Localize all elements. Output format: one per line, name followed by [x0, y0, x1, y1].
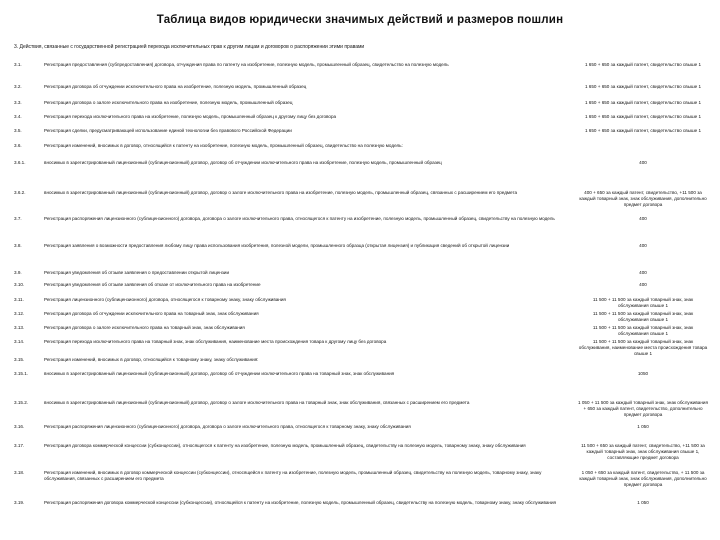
- row-number: 3.6.2.: [14, 190, 26, 195]
- row-number: 3.19.: [14, 500, 25, 505]
- row-fee: 400: [639, 216, 647, 221]
- row-number: 3.15.1.: [14, 371, 29, 376]
- row-number: 3.14.: [14, 339, 25, 344]
- row-fee: 1 650 + 650 за каждый патент, свидетельство свыше 1: [584, 114, 702, 119]
- row-number: 3.18.: [14, 470, 25, 475]
- row-description: вносимых в зарегистрированный лицензионный (сублицензионный) договор, договор об отчуждении исключительного права на товарный знак, знак обслуживания: [44, 371, 395, 376]
- row-fee: 400: [639, 270, 647, 275]
- row-number: 3.7.: [14, 216, 22, 221]
- row-number: 3.11.: [14, 297, 24, 302]
- row-description: Регистрация распоряжения лицензионного (сублицензионного) договора, договора о залоге исключительного права, относящегося к товарному знаку, знаку обслуживания: [44, 424, 411, 429]
- row-number: 3.1.: [14, 62, 22, 67]
- row-description: Регистрация перехода исключительного права на изобретение, полезную модель, промышленный образец к другому лицу без договора: [44, 114, 337, 119]
- row-description: Регистрация распоряжения лицензионного (сублицензионного) договора, договора о залоге исключительного права, относящегося к патенту на изобретение, полезную модель, промышленный образец, свидетельству на полезную модель: [44, 216, 555, 221]
- row-number: 3.5.: [14, 128, 22, 133]
- row-number: 3.16.: [14, 424, 25, 429]
- row-fee: 11 500 + 11 500 за каждый товарный знак, знак обслуживания свыше 1: [592, 297, 694, 309]
- page-title: Таблица видов юридически значимых действий и размеров пошлин: [156, 14, 564, 26]
- row-description: Регистрация предоставления (субпредоставления) договора, отчуждения права по патенту на изобретение, полезную модель, промышленный образец, свидетельство на полезную модель: [44, 62, 449, 67]
- row-number: 3.2.: [14, 84, 22, 89]
- row-description: Регистрация сделки, предусматривающей использование единой технологии без правового Российской Федерации: [44, 128, 292, 133]
- row-description: вносимых в зарегистрированный лицензионный (сублицензионный) договор, договор об отчуждении исключительного права на изобретение, полезную модель, промышленный образец: [44, 160, 442, 165]
- row-description: Регистрация перехода исключительного права на товарный знак, знак обслуживания, наименование места происхождения товара к другому лицу без договора: [44, 339, 387, 344]
- row-number: 3.10.: [14, 282, 25, 287]
- row-description: Регистрация уведомления об отзыве заявления об отказе от исключительного права на изобретение: [44, 282, 261, 287]
- row-description: Регистрация договора о залоге исключительного права на товарный знак, знак обслуживания: [44, 325, 245, 330]
- row-description: Регистрация договора об отчуждении исключительного права на изобретение, полезную модель, промышленный образец: [44, 84, 307, 89]
- row-number: 3.17.: [14, 443, 25, 448]
- row-number: 3.9.: [14, 270, 22, 275]
- row-description: Регистрация распоряжения договора коммерческой концессии (субконцессии), относящейся к патенту на изобретение, полезную модель, промышленный образец, свидетельству на полезную модель, товарному знаку, знаку обслуживания: [44, 500, 557, 505]
- row-fee: 1 650 + 650 за каждый патент, свидетельство свыше 1: [584, 128, 702, 133]
- row-number: 3.12.: [14, 311, 25, 316]
- row-number: 3.8.: [14, 243, 22, 248]
- row-description: вносимых в зарегистрированный лицензионный (сублицензионный) договор, договор о залоге исключительного права на товарный знак, знак обслуживания, связанных с расширением его предмета: [44, 400, 470, 405]
- row-fee: 1050: [637, 371, 649, 376]
- row-fee: 400 + 650 за каждый патент, свидетельство, +11 500 за каждый товарный знак, знак обслуживания, дополнительно предмет договора: [579, 190, 707, 208]
- row-fee: 1 050: [637, 500, 649, 505]
- row-fee: 1 050 + 650 за каждый патент, свидетельство, + 11 500 за каждый товарный знак, знак обслуживания, дополнительно предмет договора: [579, 470, 707, 488]
- row-description: Регистрация лицензионного (сублицензионного) договора, относящегося к товарному знаку, знаку обслуживания: [44, 297, 286, 302]
- row-description: Регистрация изменений, вносимых в договор, относящийся к патенту на изобретение, полезную модель, промышленный образец, свидетельство на полезную модель:: [44, 143, 403, 148]
- row-description: Регистрация уведомления об отзыве заявления о предоставлении открытой лицензии: [44, 270, 230, 275]
- row-description: Регистрация договора об отчуждении исключительного права на товарный знак, знак обслуживания: [44, 311, 259, 316]
- row-description: Регистрация изменений, вносимых в договор, относящийся к товарному знаку, знаку обслуживания:: [44, 357, 259, 362]
- row-fee: 11 500 + 650 за каждый патент, свидетельство, +11 500 за каждый товарный знак, знак обслуживания свыше 1, составляющие предмет договора: [581, 443, 705, 461]
- section-heading: 3. Действия, связанные с государственной регистрацией перехода исключительных прав к другим лицам и договоров о распоряжении этими правами: [14, 44, 365, 50]
- row-fee: 11 500 + 11 500 за каждый товарный знак, знак обслуживания свыше 1: [592, 311, 694, 323]
- row-fee: 1 650 + 650 за каждый патент, свидетельство свыше 1: [584, 100, 702, 105]
- row-fee: 1 650 + 650 за каждый патент, свидетельство свыше 1: [584, 84, 702, 89]
- row-description: Регистрация изменений, вносимых в договор коммерческой концессии (субконцессии), относящейся к патенту на изобретение, полезную модель, промышленный образец, свидетельству на полезную модель, товарному знаку, знаку обслуживания, связанных с расширением его предмета: [44, 470, 542, 482]
- row-number: 3.6.1.: [14, 160, 26, 165]
- row-fee: 1 650 + 650 за каждый патент, свидетельство свыше 1: [584, 62, 702, 67]
- row-description: Регистрация заявления о возможности предоставления любому лицу права использования изобретения, полезной модели, промышленного образца (открытая лицензия) и публикация сведений об открытой лицензии: [44, 243, 510, 248]
- row-description: вносимых в зарегистрированный лицензионный (сублицензионный) договор, договор о залоге исключительного права на изобретение, полезную модель, промышленный образец, связанных с расширением его предмета: [44, 190, 518, 195]
- row-description: Регистрация договора коммерческой концессии (субконцессии), относящегося к патенту на изобретение, полезную модель, промышленный образец, свидетельству на полезную модель, товарному знаку, знаку обслуживания: [44, 443, 526, 448]
- row-description: Регистрация договора о залоге исключительного права на изобретение, полезную модель, промышленный образец: [44, 100, 293, 105]
- row-fee: 400: [639, 282, 647, 287]
- row-fee: 400: [639, 160, 647, 165]
- row-fee: 11 500 + 11 500 за каждый товарный знак, знак обслуживания, наименование места происхождения товара свыше 1: [578, 339, 708, 357]
- row-fee: 1 050: [637, 424, 649, 429]
- row-fee: 11 500 + 11 500 за каждый товарный знак, знак обслуживания свыше 1: [592, 325, 694, 337]
- row-number: 3.15.: [14, 357, 25, 362]
- row-number: 3.4.: [14, 114, 22, 119]
- row-number: 3.6.: [14, 143, 22, 148]
- row-number: 3.15.2.: [14, 400, 29, 405]
- row-fee: 1 050 + 11 500 за каждый товарный знак, знак обслуживания + 650 за каждый патент, свидетельство, дополнительно предмет договора: [578, 400, 708, 418]
- row-number: 3.13.: [14, 325, 25, 330]
- row-fee: 400: [639, 243, 647, 248]
- row-number: 3.3.: [14, 100, 22, 105]
